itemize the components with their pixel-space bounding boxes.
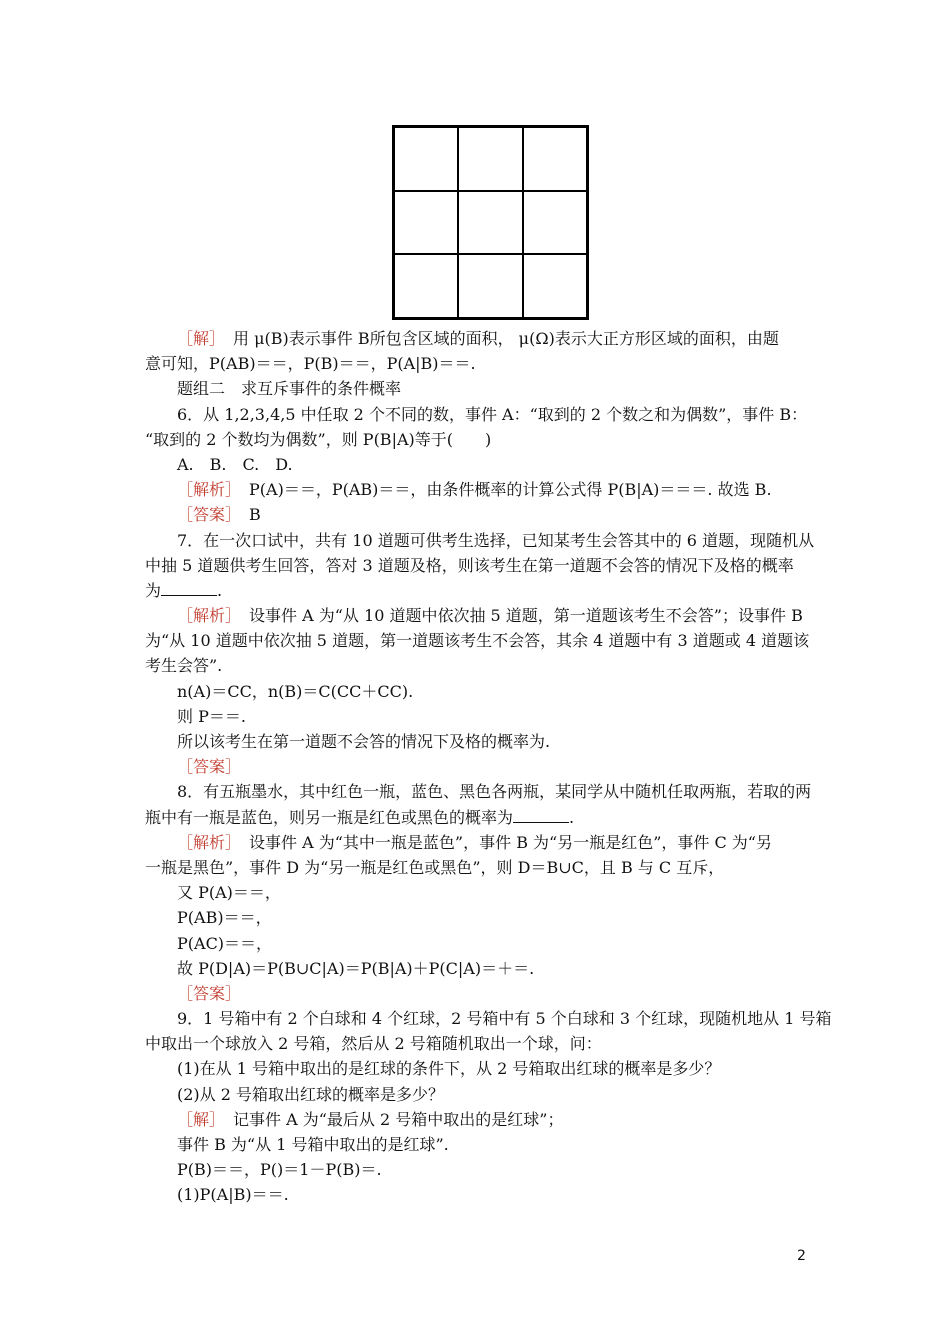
text-line bbox=[145, 1006, 832, 1031]
text-line bbox=[145, 351, 817, 376]
line-text: 记事件 A 为“最后从 2 号箱中取出的是红球”； bbox=[217, 1109, 564, 1129]
line-text: 一瓶是黑色”，事件 D 为“另一瓶是红色或黑色”，则 D＝B∪C，且 B 与 C 互斥， bbox=[145, 857, 725, 877]
section-tag: ［答案］ bbox=[177, 505, 234, 525]
line-text: P(AC)＝＝， bbox=[177, 933, 273, 953]
line-text: 故 P(D|A)＝P(B∪C|A)＝P(B|A)＋P(C|A)＝＋＝. bbox=[177, 958, 535, 978]
line-text: 则 P＝＝. bbox=[177, 706, 246, 726]
line-text: 6．从 1,2,3,4,5 中任取 2 个不同的数，事件 A：“取到的 2 个数之和为偶数”，事件 B： bbox=[177, 404, 808, 424]
line-text-after: . bbox=[217, 580, 223, 600]
section-tag: ［解析］ bbox=[177, 606, 234, 626]
text-line bbox=[145, 1182, 817, 1207]
line-text: 所以该考生在第一道题不会答的情况下及格的概率为. bbox=[177, 732, 551, 751]
text-line bbox=[145, 402, 817, 427]
text-line bbox=[145, 729, 817, 754]
text-line bbox=[145, 779, 817, 804]
text-line bbox=[145, 553, 817, 578]
line-text: 用 μ(B)表示事件 B所包含区域的面积， μ(Ω)表示大正方形区域的面积，由题 bbox=[217, 329, 779, 348]
text-line bbox=[145, 905, 817, 930]
text-line bbox=[145, 653, 817, 678]
line-text: 中抽 5 道题供考生回答，答对 3 道题及格，则该考生在第一道题不会答的情况下及格的概率 bbox=[145, 555, 794, 575]
text-line bbox=[145, 880, 817, 905]
line-text: 题组二 求互斥事件的条件概率 bbox=[177, 379, 402, 399]
line-text: n(A)＝CC，n(B)＝C(CC＋CC). bbox=[177, 681, 414, 701]
line-text: 瓶中有一瓶是蓝色，则另一瓶是红色或黑色的概率为 bbox=[145, 807, 514, 827]
line-text: 为“从 10 道题中依次抽 5 道题，第一道题该考生不会答，其余 4 道题中有 3 道题或 4 道题该 bbox=[145, 631, 810, 651]
line-text: (1)在从 1 号箱中取出的是红球的条件下，从 2 号箱取出红球的概率是多少？ bbox=[177, 1059, 721, 1079]
line-text: 8．有五瓶墨水，其中红色一瓶，蓝色、黑色各两瓶，某同学从中随机任取两瓶，若取的两 bbox=[177, 782, 812, 802]
line-text: 设事件 A 为“其中一瓶是蓝色”，事件 B 为“另一瓶是红色”，事件 C 为“另 bbox=[233, 832, 772, 852]
text-line bbox=[145, 1056, 817, 1081]
line-text: B bbox=[233, 505, 261, 525]
text-line bbox=[145, 855, 817, 880]
line-text: (1)P(A|B)＝＝. bbox=[177, 1185, 289, 1205]
grid-cell bbox=[394, 191, 458, 255]
text-line bbox=[145, 528, 817, 553]
grid-cell bbox=[523, 254, 587, 318]
text-line bbox=[145, 628, 817, 653]
section-tag: ［解析］ bbox=[177, 832, 234, 852]
text-line bbox=[145, 326, 817, 351]
text-line bbox=[145, 931, 817, 956]
line-text: 中取出一个球放入 2 号箱，然后从 2 号箱随机取出一个球，问： bbox=[145, 1034, 602, 1054]
text-line bbox=[145, 704, 817, 729]
text-line bbox=[145, 578, 817, 603]
section-tag: ［解析］ bbox=[177, 480, 234, 500]
text-line bbox=[145, 830, 817, 855]
line-text: 事件 B 为“从 1 号箱中取出的是红球”. bbox=[177, 1135, 449, 1154]
text-line bbox=[145, 754, 817, 779]
grid-cell bbox=[394, 254, 458, 318]
answer-blank bbox=[161, 579, 217, 596]
document-body bbox=[145, 326, 832, 1208]
line-text: 考生会答”. bbox=[145, 656, 223, 676]
section-tag: ［解］ bbox=[177, 329, 218, 348]
section-tag: ［答案］ bbox=[177, 757, 242, 777]
line-text: 设事件 A 为“从 10 道题中依次抽 5 道题，第一道题该考生不会答”；设事件 B bbox=[233, 606, 803, 626]
answer-blank bbox=[513, 806, 569, 823]
line-text: 又 P(A)＝＝， bbox=[177, 883, 281, 903]
line-text: P(B)＝＝，P()＝1－P(B)＝. bbox=[177, 1160, 382, 1180]
section-tag: ［解］ bbox=[177, 1109, 218, 1129]
section-tag: ［答案］ bbox=[177, 983, 242, 1003]
text-line bbox=[145, 477, 817, 502]
text-line bbox=[145, 452, 817, 477]
text-line bbox=[145, 427, 817, 452]
line-text: P(AB)＝＝， bbox=[177, 908, 272, 928]
text-line bbox=[145, 502, 817, 527]
text-line bbox=[145, 603, 817, 628]
line-text: P(A)＝＝，P(AB)＝＝，由条件概率的计算公式得 P(B|A)＝＝＝. 故选 B. bbox=[233, 480, 772, 500]
line-text: “取到的 2 个数均为偶数”，则 P(B|A)等于( ) bbox=[145, 429, 492, 449]
line-text: 9．1 号箱中有 2 个白球和 4 个红球，2 号箱中有 5 个白球和 3 个红球，现随机地从 1 号箱 bbox=[177, 1009, 832, 1029]
grid-figure bbox=[392, 125, 589, 320]
grid-cell bbox=[458, 254, 522, 318]
text-line bbox=[145, 805, 817, 830]
text-line bbox=[145, 679, 817, 704]
line-text: 意可知，P(AB)＝＝，P(B)＝＝，P(A|B)＝＝. bbox=[145, 354, 476, 374]
grid-cell bbox=[458, 191, 522, 255]
text-line bbox=[145, 981, 817, 1006]
line-text: (2)从 2 号箱取出红球的概率是多少？ bbox=[177, 1084, 445, 1104]
line-text: A. B. C. D. bbox=[177, 454, 293, 474]
page-number: 2 bbox=[797, 1248, 806, 1264]
text-line bbox=[145, 1031, 817, 1056]
line-text-after: . bbox=[569, 807, 575, 827]
text-line bbox=[145, 376, 817, 401]
grid-cell bbox=[523, 191, 587, 255]
text-line bbox=[145, 956, 817, 981]
text-line bbox=[145, 1082, 817, 1107]
text-line bbox=[145, 1157, 817, 1182]
text-line bbox=[145, 1107, 817, 1132]
line-text: 7．在一次口试中，共有 10 道题可供考生选择，已知某考生会答其中的 6 道题，现随机从 bbox=[177, 530, 815, 550]
grid-cell bbox=[458, 127, 522, 191]
grid-cell bbox=[394, 127, 458, 191]
text-line bbox=[145, 1132, 817, 1157]
line-text: 为 bbox=[145, 580, 162, 600]
grid-cell bbox=[523, 127, 587, 191]
